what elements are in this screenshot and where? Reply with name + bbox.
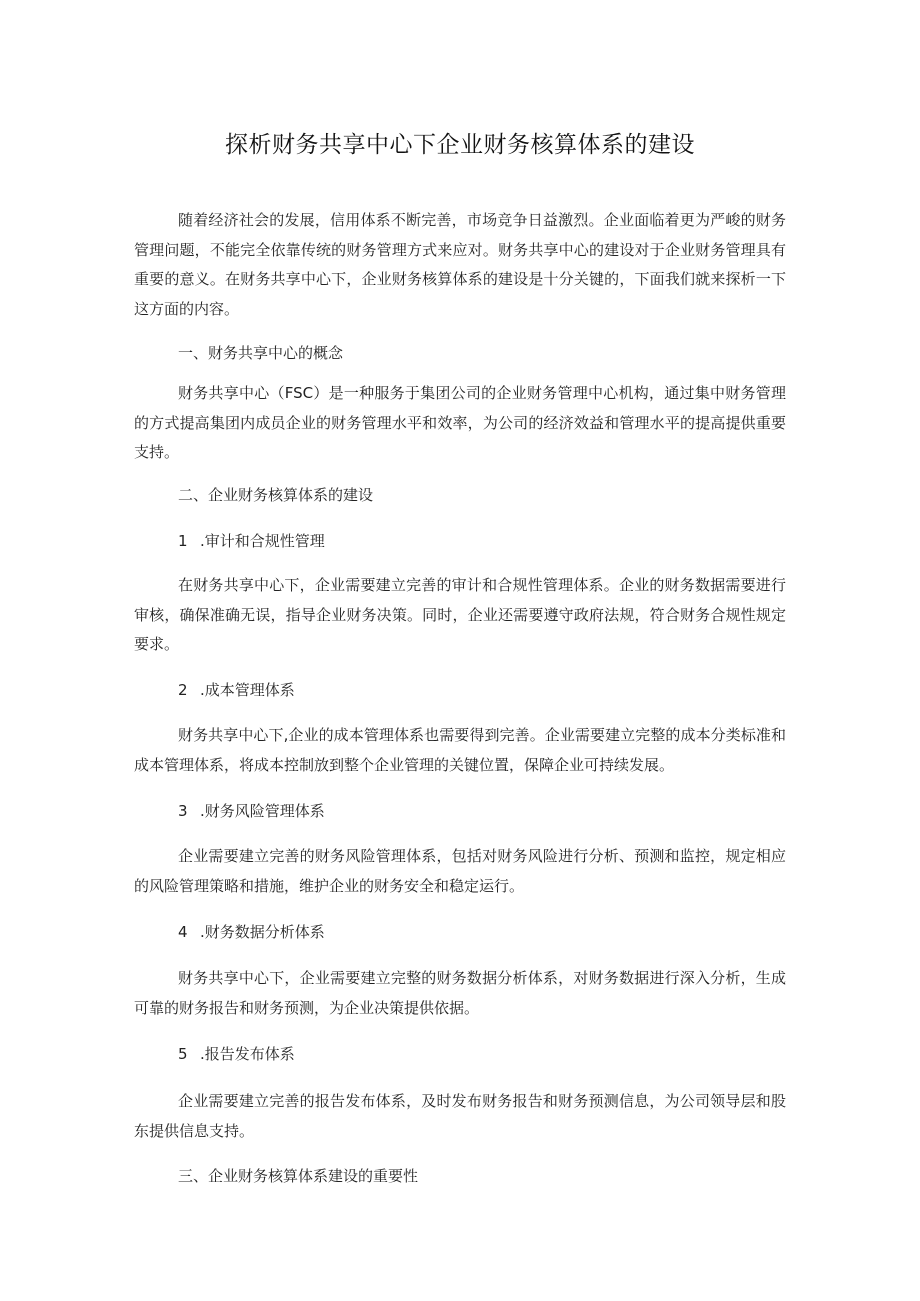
- subsection-number: 2: [178, 681, 188, 699]
- subsection-4-heading: [178, 918, 778, 948]
- subsection-number: 3: [178, 802, 188, 820]
- subsection-number: 4: [178, 923, 188, 941]
- subsection-title: .财务数据分析体系: [200, 923, 325, 941]
- section-1-paragraph: 财务共享中心（FSC）是一种服务于集团公司的企业财务管理中心机构，通过集中财务管理的方式提高集团内成员企业的财务管理水平和效率，为公司的经济效益和管理水平的提高提供重要支持。: [134, 384, 786, 461]
- document-title: 探析财务共享中心下企业财务核算体系的建设: [225, 132, 695, 158]
- subsection-3-heading: [178, 797, 778, 827]
- subsection-title: .审计和合规性管理: [200, 532, 325, 550]
- section-1-heading: 一、财务共享中心的概念: [178, 344, 344, 362]
- subsection-title: .报告发布体系: [200, 1045, 295, 1063]
- section-2-heading: 二、企业财务核算体系的建设: [178, 486, 374, 504]
- subsection-number: 5: [178, 1045, 188, 1063]
- intro-paragraph: 随着经济社会的发展，信用体系不断完善，市场竞争日益激烈。企业面临着更为严峻的财务管理问题，不能完全依靠传统的财务管理方式来应对。财务共享中心的建设对于企业财务管理具有重要的意义。在财务共享中心下，企业财务核算体系的建设是十分关键的，下面我们就来探析一下这方面的内容。: [134, 211, 786, 318]
- subsection-5-paragraph: 企业需要建立完善的报告发布体系，及时发布财务报告和财务预测信息，为公司领导层和股东提供信息支持。: [134, 1092, 786, 1140]
- subsection-4-paragraph: 财务共享中心下，企业需要建立完整的财务数据分析体系，对财务数据进行深入分析，生成可靠的财务报告和财务预测，为企业决策提供依据。: [134, 969, 786, 1017]
- subsection-2-paragraph: 财务共享中心下,企业的成本管理体系也需要得到完善。企业需要建立完整的成本分类标准和成本管理体系，将成本控制放到整个企业管理的关键位置，保障企业可持续发展。: [134, 726, 786, 774]
- subsection-3-paragraph: 企业需要建立完善的财务风险管理体系，包括对财务风险进行分析、预测和监控，规定相应的风险管理策略和措施，维护企业的财务安全和稳定运行。: [134, 847, 786, 895]
- subsection-title: .财务风险管理体系: [200, 802, 325, 820]
- subsection-1-heading: [178, 527, 778, 557]
- subsection-2-heading: [178, 676, 778, 706]
- subsection-1-paragraph: 在财务共享中心下，企业需要建立完善的审计和合规性管理体系。企业的财务数据需要进行审核，确保准确无误，指导企业财务决策。同时，企业还需要遵守政府法规，符合财务合规性规定要求。: [134, 576, 786, 653]
- subsection-number: 1: [178, 532, 188, 550]
- subsection-5-heading: [178, 1040, 778, 1070]
- section-3-heading: 三、企业财务核算体系建设的重要性: [178, 1167, 419, 1185]
- subsection-title: .成本管理体系: [200, 681, 295, 699]
